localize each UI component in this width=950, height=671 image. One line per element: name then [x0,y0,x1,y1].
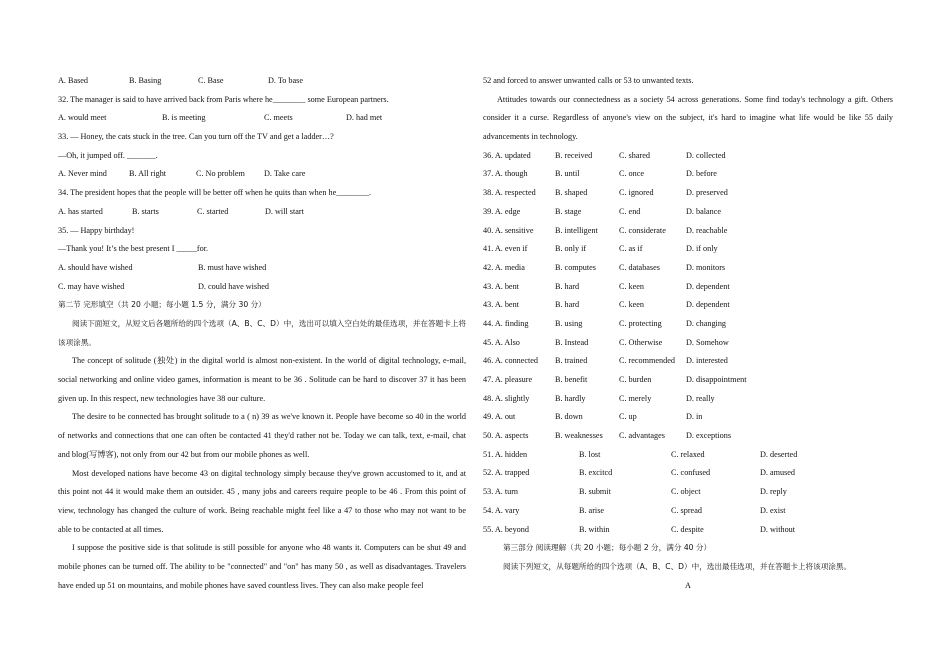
cloze-option-b: B. hardly [555,393,586,403]
cloze-option-d: D. dependent [686,281,730,291]
cloze-option-c: C. as if [619,244,643,254]
cloze-option-a: 49. A. out [483,412,516,422]
q33-options [58,165,466,184]
cloze-option-c: C. databases [619,262,660,272]
passage-paragraph-3: Most developed nations have become 43 on digital technology simply because they've grown accustomed to it, and at this point not 44 it would make them an outsider. 45 , many jobs and careers require people to be 46 . From this point of view, technology has changed the culture of work. Being reachable might feel like a 47 to those who may not want to be able to be contacted at all times. [58,468,466,534]
cloze-option-a: 51. A. hidden [483,449,528,459]
q33-stem: 33. — Honey, the cats stuck in the tree. Can you turn off the TV and get a ladder…? [58,132,334,142]
q32-option-b: B. is meeting [162,113,206,123]
cloze-option-b: B. only if [555,244,587,254]
cloze-option-d: D. interested [686,356,728,366]
q31-option-a: A. Based [58,76,89,85]
q35-reply: —Thank you! It’s the best present I _____for. [58,244,209,254]
q31-option-d: D. To base [268,76,303,85]
q33-reply: —Oh, it jumped off. _______. [58,150,158,160]
cloze-option-b: B. excitcd [579,468,613,478]
passage-paragraph-2: The desire to be connected has brought solitude to a ( n) 39 as we've known it. People have become so 40 in the world of networks and connections that one can often be contacted 41 they'd rather not be. Today we can talk, text, e-mail, chat and blog(写博客), not only from our 42 but from our mobile phones as well. [58,412,466,459]
cloze-option-d: D. really [686,393,715,403]
cloze-option-a: 54. A. vary [483,505,520,515]
q32-option-c: C. meets [264,113,293,123]
cloze-option-c: C. merely [619,393,652,403]
cloze-option-c: C. confused [671,468,711,478]
cloze-option-d: D. Somehow [686,337,729,347]
q34-options [58,203,466,222]
right-column [483,72,893,595]
q33-option-d: D. Take care [264,169,306,179]
cloze-option-d: D. deserted [760,449,798,459]
cloze-option-d: D. dependent [686,300,730,310]
cloze-option-a: 38. A. respected [483,188,536,198]
q35-option-d: D. could have wished [198,281,269,291]
cloze-option-c: C. recommended [619,356,675,366]
cloze-option-c: C. considerate [619,225,666,235]
cloze-option-b: B. benefit [555,375,588,385]
cloze-option-d: D. reachable [686,225,728,235]
q34-option-c: C. started [197,206,229,216]
cloze-option-row [483,259,893,278]
cloze-option-row [483,203,893,222]
passage-paragraph-4: I suppose the positive side is that solitude is still possible for anyone who 48 wants it. Computers can be shut 49 and mobile phones can be turned off. The ability to be "connected" and "on" has many 50 , as well as disadvantages. Travelers have ended up 51 on mountains, and mobile phones have saved countless lives. They can also make people feel [58,543,466,590]
cloze-option-b: B. computes [555,262,596,272]
cloze-option-d: D. exceptions [686,431,732,441]
cloze-option-b: B. Instead [555,337,589,347]
cloze-option-b: B. lost [579,449,601,459]
cloze-option-c: C. advantages [619,431,665,441]
cloze-option-d: D. monitors [686,262,726,272]
passage-label: A [685,580,691,590]
cloze-option-b: B. intelligent [555,225,598,235]
cloze-option-b: B. received [555,150,593,160]
section2-title: 第二节 完形填空（共 20 小题；每小题 1.5 分，满分 30 分） [58,300,266,310]
cloze-option-row [483,315,893,334]
cloze-option-d: D. without [760,524,796,534]
cloze-option-d: D. balance [686,206,722,216]
q35-stem: 35. — Happy birthday! [58,225,135,235]
cloze-option-c: C. shared [619,150,650,160]
cloze-option-row [483,464,893,483]
cloze-option-a: 53. A. turn [483,487,519,497]
q33-option-c: C. No problem [196,169,245,179]
cloze-option-a: 47. A. pleasure [483,375,533,385]
cloze-option-b: B. hard [555,300,580,310]
q32-options [58,109,466,128]
q31-option-b: B. Basing [129,76,162,85]
cloze-option-row [483,446,893,465]
q33-option-b: B. All right [129,169,167,179]
cloze-option-row [483,184,893,203]
cloze-option-c: C. protecting [619,318,662,328]
cloze-option-a: 37. A. though [483,169,528,179]
q32-stem: 32. The manager is said to have arrived back from Paris where he________ some European partners. [58,94,389,104]
cloze-option-a: 36. A. updated [483,150,531,160]
q34-stem: 34. The president hopes that the people will be better off when he quits than when he________. [58,188,372,198]
cloze-option-c: C. end [619,206,641,216]
cloze-option-row [483,352,893,371]
cloze-options-list [483,147,893,539]
cloze-option-a: 52. A. trapped [483,468,530,478]
cloze-option-d: D. reply [760,487,787,497]
section3-instructions: 阅读下列短文，从每题所给的四个选项（A、B、C、D）中，选出最佳选项，并在答题卡上将该项涂黑。 [503,561,852,571]
cloze-option-row [483,483,893,502]
cloze-option-row [483,222,893,241]
cloze-option-d: D. amused [760,468,796,478]
q34-option-b: B. starts [132,206,159,216]
cloze-option-b: B. using [555,318,583,328]
cloze-option-b: B. within [579,524,610,534]
cloze-option-b: B. shaped [555,188,588,198]
cloze-option-a: 43. A. bent [483,281,519,291]
cloze-option-a: 55. A. beyond [483,524,529,534]
cloze-option-row [483,147,893,166]
cloze-option-c: C. once [619,169,645,179]
cloze-option-b: B. until [555,169,580,179]
cloze-option-b: B. stage [555,206,582,216]
cloze-option-c: C. keen [619,300,645,310]
cloze-option-b: B. submit [579,487,611,497]
cloze-option-row [483,334,893,353]
cloze-option-a: 42. A. media [483,262,525,272]
cloze-option-a: 46. A. connected [483,356,539,366]
q35-options-row1 [58,259,466,278]
q35-option-b: B. must have wished [198,262,267,272]
cloze-option-a: 50. A. aspects [483,431,529,441]
cloze-option-d: D. if only [686,244,718,254]
cloze-option-a: 40. A. sensitive [483,225,534,235]
cloze-option-b: B. down [555,412,583,422]
cloze-option-row [483,521,893,540]
cloze-option-c: C. up [619,412,637,422]
q32-option-a: A. would meet [58,113,107,123]
cloze-option-a: 44. A. finding [483,318,529,328]
cloze-option-c: C. Otherwise [619,337,663,347]
cloze-option-d: D. changing [686,318,727,328]
q35-option-a: A. should have wished [58,262,133,272]
section3-title: 第三部分 阅读理解（共 20 小题；每小题 2 分，满分 40 分） [503,543,712,553]
cloze-option-b: B. arise [579,505,605,515]
q34-option-d: D. will start [265,206,304,216]
passage-paragraph-1: The concept of solitude (独处) in the digital world is almost non-existent. In the world of digital technology, e-mail, social networking and online video games, information is meant to be 36 . Solitude can be hard to discover 37 it has been given up. In this respect, new technologies have 38 our culture. [58,356,466,403]
cloze-option-row [483,371,893,390]
cloze-option-row [483,165,893,184]
cloze-option-row [483,427,893,446]
cloze-option-c: C. burden [619,375,652,385]
q31-options [58,72,466,91]
cloze-option-b: B. hard [555,281,580,291]
cloze-option-d: D. collected [686,150,726,160]
passage-paragraph-5: Attitudes towards our connectedness as a society 54 across generations. Some find today's technology a gift. Others consider it a curse. Regardless of anyone's view on the subject, it's hard to imagine what life would be like 55 daily advancements in technology. [483,94,893,142]
passage-continuation: 52 and forced to answer unwanted calls or 53 to unwanted texts. [483,76,694,85]
cloze-option-row [483,240,893,259]
cloze-option-row [483,390,893,409]
q35-option-c: C. may have wished [58,281,125,291]
cloze-option-c: C. spread [671,505,702,515]
cloze-option-row [483,502,893,521]
cloze-option-c: C. object [671,487,701,497]
cloze-option-a: 41. A. even if [483,244,528,254]
cloze-option-a: 45. A. Also [483,337,520,347]
cloze-option-c: C. relaxed [671,449,705,459]
cloze-option-d: D. exist [760,505,786,515]
cloze-option-b: B. weaknesses [555,431,603,441]
left-column [58,72,466,595]
cloze-option-d: D. disappointment [686,375,747,385]
cloze-option-a: 39. A. edge [483,206,521,216]
cloze-option-a: 43. A. bent [483,300,519,310]
cloze-option-d: D. in [686,412,703,422]
cloze-option-row [483,408,893,427]
cloze-option-c: C. keen [619,281,645,291]
cloze-option-row [483,296,893,315]
cloze-option-b: B. trained [555,356,588,366]
cloze-option-c: C. ignored [619,188,654,198]
cloze-option-row [483,278,893,297]
cloze-option-d: D. before [686,169,717,179]
cloze-option-d: D. preserved [686,188,728,198]
cloze-option-a: 48. A. slightly [483,393,530,403]
q35-options-row2 [58,278,466,297]
cloze-option-c: C. despite [671,524,704,534]
q34-option-a: A. has started [58,206,103,216]
section2-instructions: 阅读下面短文，从短文后各题所给的四个选项（A、B、C、D）中，选出可以填入空白处的最佳选项，并在答题卡上将该项涂黑。 [58,318,466,347]
q31-option-c: C. Base [198,76,224,85]
q32-option-d: D. had met [346,113,383,123]
q33-option-a: A. Never mind [58,169,107,179]
